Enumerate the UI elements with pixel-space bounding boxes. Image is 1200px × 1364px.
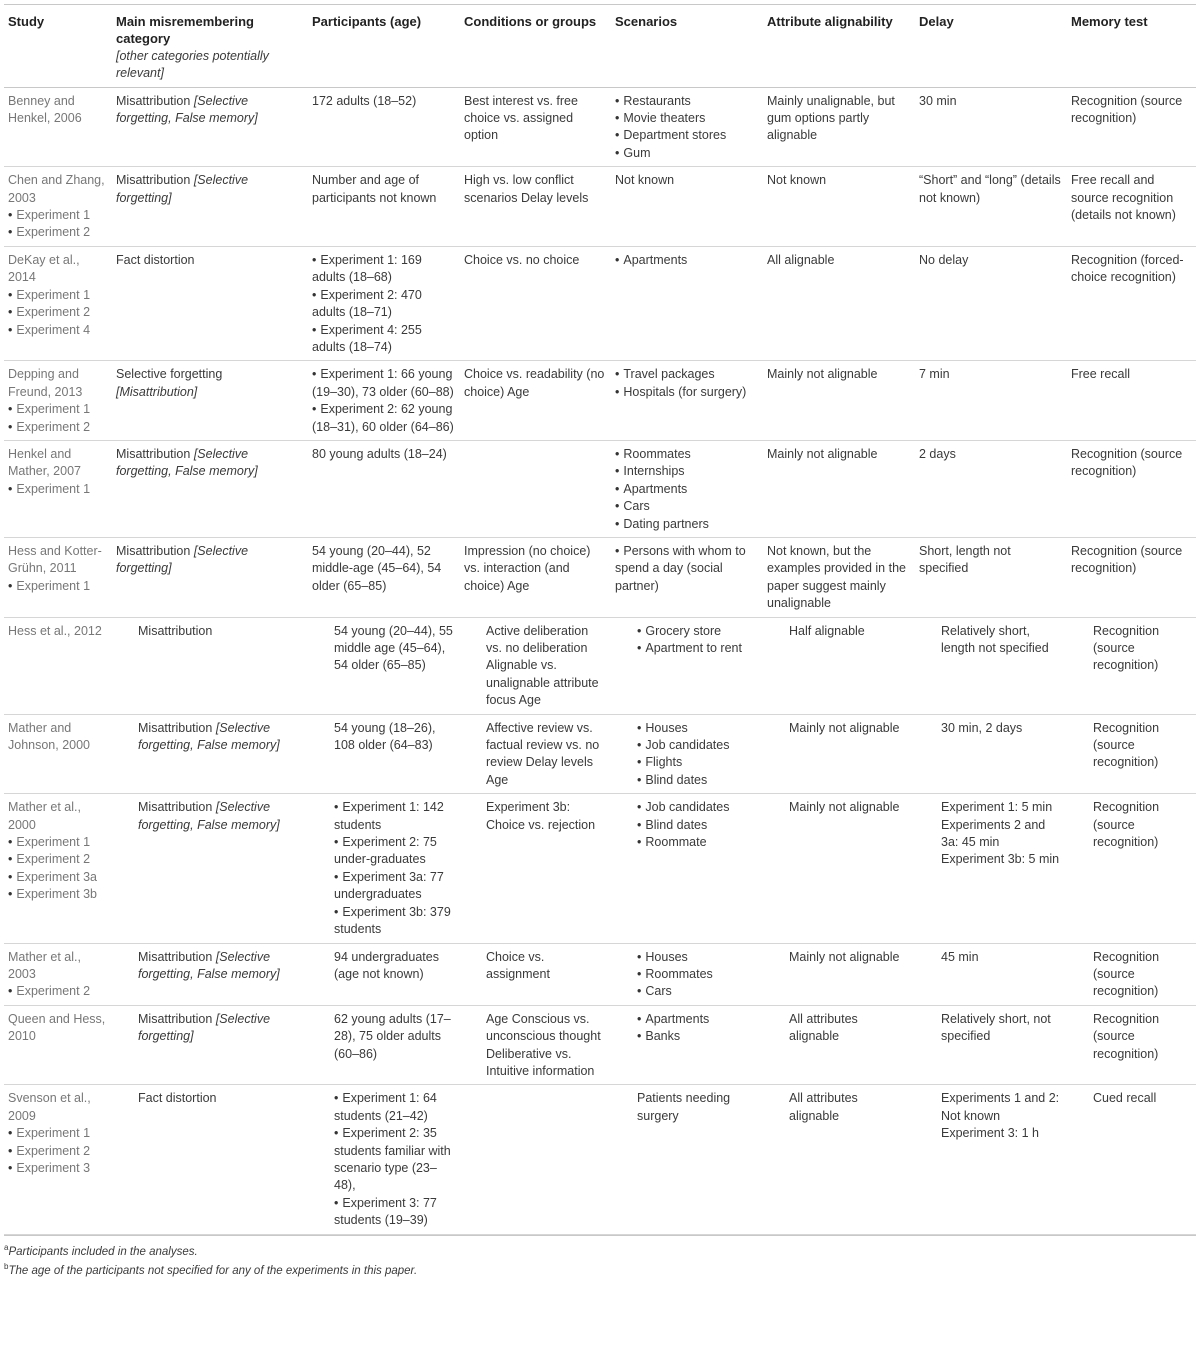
study-name: Svenson et al., 2009 (8, 1091, 91, 1123)
footnote-mark: b (4, 1262, 9, 1272)
scenario-item: • Apartment to rent (637, 640, 759, 657)
category-other: [Selective forgetting, False memory] (116, 446, 258, 479)
participants-item: • Experiment 1: 142 students (334, 799, 456, 834)
conditions-cell (460, 361, 611, 441)
delay-cell (915, 714, 1067, 794)
category-main: Misattribution (116, 543, 191, 558)
category-other: [Selective forgetting, False memory] (138, 720, 280, 753)
memory-test-text: Recognition (source recognition) (1071, 93, 1183, 126)
scenario-item: • Houses (637, 720, 759, 737)
conditions-text: Choice vs. readability (no choice) Age (464, 367, 605, 399)
scenario-item: • Persons with whom to spend a day (social partner) (615, 543, 759, 595)
memory-test-cell (1067, 1005, 1196, 1085)
conditions-text: Active deliberation vs. no deliberation Alignable vs. unalignable attribute focus Age (486, 623, 599, 708)
experiment-item: • Experiment 1 (8, 578, 108, 595)
table-row (4, 361, 1196, 441)
scenario-item: • Travel packages (615, 366, 759, 383)
alignability-cell (763, 1005, 915, 1085)
table-row (4, 167, 1196, 247)
footnote-text: The age of the participants not specified for any of the experiments in this paper. (8, 1265, 418, 1278)
participants-cell (308, 440, 460, 537)
study-name: Hess and Kotter-Grühn, 2011 (8, 543, 102, 576)
table-row (4, 1005, 1196, 1085)
study-cell (4, 1085, 112, 1234)
alignability-text: All attributes alignable (789, 1091, 858, 1123)
category-main: Misattribution (138, 949, 213, 964)
experiment-item: • Experiment 1 (8, 481, 108, 498)
scenarios-text: Not known (615, 173, 675, 188)
category-other: [Selective forgetting, False memory] (138, 949, 280, 981)
category-main: Selective forgetting (116, 367, 223, 382)
alignability-cell (763, 87, 915, 167)
conditions-text: Experiment 3b: Choice vs. rejection (486, 800, 596, 832)
delay-cell (915, 1085, 1067, 1234)
column-header-label: Study (8, 14, 45, 29)
conditions-cell (460, 167, 611, 247)
study-cell (4, 1005, 112, 1085)
memory-test-text: Recognition (source recognition) (1093, 720, 1160, 770)
category-cell (112, 714, 308, 794)
delay-cell (915, 943, 1067, 1005)
memory-test-text: Recognition (source recognition) (1071, 446, 1183, 479)
footnote (4, 1259, 1196, 1279)
delay-text: Relatively short, length not specified (941, 623, 1049, 655)
conditions-text: Choice vs. assignment (486, 949, 550, 981)
participants-text: 172 adults (18–52) (312, 93, 417, 108)
scenario-item: • Roommates (637, 966, 759, 983)
participants-cell (308, 167, 460, 247)
delay-text: 30 min (919, 93, 957, 108)
delay-cell (915, 246, 1067, 360)
memory-test-text: Recognition (source recognition) (1071, 543, 1183, 576)
category-cell (112, 1085, 308, 1234)
memory-test-cell (1067, 943, 1196, 1005)
delay-text: 2 days (919, 446, 956, 461)
scenario-item: • Department stores (615, 127, 759, 144)
alignability-text: All attributes alignable (789, 1011, 858, 1044)
alignability-text: Not known (767, 173, 827, 188)
table-row (4, 714, 1196, 794)
alignability-cell (763, 943, 915, 1005)
conditions-text: Choice vs. no choice (464, 252, 580, 267)
study-cell (4, 943, 112, 1005)
conditions-text: Best interest vs. free choice vs. assigned option (464, 93, 578, 143)
experiment-item: • Experiment 1 (8, 287, 108, 304)
scenario-item: • Grocery store (637, 623, 759, 640)
memory-test-text: Recognition (source recognition) (1093, 800, 1160, 850)
conditions-text: Age Conscious vs. unconscious thought Deliberative vs. Intuitive information (486, 1011, 601, 1078)
memory-test-text: Recognition (source recognition) (1093, 623, 1160, 673)
alignability-text: Mainly not alignable (789, 949, 900, 964)
category-main: Misattribution (116, 446, 191, 461)
scenario-item: • Dating partners (615, 516, 759, 533)
category-other: [Selective forgetting, False memory] (138, 800, 280, 832)
participants-item: • Experiment 4: 255 adults (18–74) (312, 322, 456, 357)
scenario-item: • Job candidates (637, 799, 759, 816)
scenarios-text: Patients needing surgery (637, 1091, 731, 1123)
scenario-item: • Apartments (637, 1011, 759, 1028)
column-header (308, 5, 460, 88)
alignability-cell (763, 794, 915, 943)
column-header (763, 5, 915, 88)
delay-cell (915, 87, 1067, 167)
category-other: [Selective forgetting] (138, 1011, 271, 1044)
table-row (4, 537, 1196, 617)
participants-text: 94 undergraduates (age not known) (334, 949, 439, 981)
category-main: Misattribution (138, 1011, 213, 1026)
study-cell (4, 361, 112, 441)
delay-text: Experiment 1: 5 min Experiments 2 and 3a: 45 min Experiment 3b: 5 min (941, 800, 1060, 867)
study-name: Henkel and Mather, 2007 (8, 446, 81, 479)
alignability-cell (763, 246, 915, 360)
experiment-item: • Experiment 3 (8, 1160, 108, 1177)
category-main: Misattribution (116, 173, 191, 188)
scenario-item: • Cars (637, 983, 759, 1000)
category-cell (112, 167, 308, 247)
delay-text: No delay (919, 252, 969, 267)
scenario-item: • Houses (637, 949, 759, 966)
category-cell (112, 87, 308, 167)
scenarios-cell (611, 167, 763, 247)
category-cell (112, 1005, 308, 1085)
scenario-item: • Roommates (615, 446, 759, 463)
delay-cell (915, 1005, 1067, 1085)
conditions-cell (460, 1085, 611, 1234)
experiment-item: • Experiment 4 (8, 322, 108, 339)
conditions-cell (460, 943, 611, 1005)
column-header-label: Memory test (1071, 14, 1148, 29)
delay-text: Relatively short, not specified (941, 1011, 1051, 1044)
column-header-label: Scenarios (615, 14, 678, 29)
category-main: Misattribution (116, 93, 191, 108)
column-header (112, 5, 308, 88)
scenarios-cell (611, 87, 763, 167)
memory-test-text: Free recall (1071, 367, 1131, 382)
memory-test-cell (1067, 714, 1196, 794)
participants-item: • Experiment 1: 66 young (19–30), 73 older (60–88) (312, 366, 456, 401)
conditions-cell (460, 537, 611, 617)
scenarios-cell (611, 361, 763, 441)
study-name: Queen and Hess, 2010 (8, 1011, 106, 1044)
participants-cell (308, 537, 460, 617)
delay-text: 30 min, 2 days (941, 720, 1023, 735)
scenarios-cell (611, 714, 763, 794)
participants-text: 80 young adults (18–24) (312, 446, 447, 461)
category-cell (112, 440, 308, 537)
scenarios-cell (611, 1085, 763, 1234)
participants-cell (308, 246, 460, 360)
scenario-item: • Apartments (615, 481, 759, 498)
delay-cell (915, 167, 1067, 247)
category-cell (112, 943, 308, 1005)
memory-test-cell (1067, 537, 1196, 617)
memory-test-text: Recognition (forced-choice recognition) (1071, 252, 1184, 285)
column-header-label: Main misremembering category (116, 14, 254, 47)
study-cell (4, 714, 112, 794)
table-row (4, 794, 1196, 943)
column-header-label: Attribute alignability (767, 14, 893, 29)
conditions-cell (460, 1005, 611, 1085)
table-header-row (4, 5, 1196, 88)
participants-cell (308, 714, 460, 794)
participants-item: • Experiment 3a: 77 undergraduates (334, 869, 456, 904)
memory-test-cell (1067, 361, 1196, 441)
experiment-item: • Experiment 2 (8, 419, 108, 436)
memory-test-cell (1067, 87, 1196, 167)
participants-text: 62 young adults (17–28), 75 older adults (60–86) (334, 1011, 451, 1061)
memory-test-text: Recognition (source recognition) (1093, 949, 1160, 999)
conditions-cell (460, 794, 611, 943)
participants-cell (308, 617, 460, 714)
table-row (4, 943, 1196, 1005)
delay-cell (915, 794, 1067, 943)
scenarios-cell (611, 246, 763, 360)
participants-cell (308, 1085, 460, 1234)
participants-item: • Experiment 1: 64 students (21–42) (334, 1090, 456, 1125)
participants-text: 54 young (20–44), 55 middle age (45–64), 54 older (65–85) (334, 623, 453, 673)
study-name: Hess et al., 2012 (8, 623, 102, 638)
alignability-text: Not known, but the examples provided in the paper suggest mainly unalignable (767, 543, 906, 611)
delay-text: 7 min (919, 367, 950, 382)
scenario-item: • Roommate (637, 834, 759, 851)
experiment-item: • Experiment 1 (8, 1125, 108, 1142)
alignability-text: Mainly unalignable, but gum options partly alignable (767, 93, 895, 143)
participants-item: • Experiment 3: 77 students (19–39) (334, 1195, 456, 1230)
study-name: Chen and Zhang, 2003 (8, 173, 105, 205)
alignability-cell (763, 617, 915, 714)
scenario-item: • Blind dates (637, 817, 759, 834)
participants-item: • Experiment 3b: 379 students (334, 904, 456, 939)
participants-item: • Experiment 2: 470 adults (18–71) (312, 287, 456, 322)
scenario-item: • Job candidates (637, 737, 759, 754)
column-header-label: Participants (age) (312, 14, 422, 29)
alignability-cell (763, 537, 915, 617)
study-cell (4, 246, 112, 360)
experiment-item: • Experiment 2 (8, 983, 108, 1000)
delay-text: “Short” and “long” (details not known) (919, 173, 1061, 205)
alignability-cell (763, 1085, 915, 1234)
category-main: Misattribution (138, 720, 213, 735)
scenarios-cell (611, 794, 763, 943)
scenario-item: • Blind dates (637, 772, 759, 789)
category-main: Fact distortion (116, 252, 195, 267)
table-body (4, 87, 1196, 1234)
participants-cell (308, 794, 460, 943)
column-header-label: Conditions or groups (464, 14, 597, 29)
alignability-text: Half alignable (789, 623, 865, 638)
experiment-item: • Experiment 2 (8, 1143, 108, 1160)
alignability-cell (763, 361, 915, 441)
participants-cell (308, 87, 460, 167)
column-header (4, 5, 112, 88)
delay-text: Experiments 1 and 2: Not known Experiment 3: 1 h (941, 1091, 1060, 1141)
footnote-mark: a (4, 1242, 9, 1252)
table-row (4, 87, 1196, 167)
study-cell (4, 167, 112, 247)
participants-cell (308, 1005, 460, 1085)
memory-test-cell (1067, 794, 1196, 943)
memory-test-cell (1067, 246, 1196, 360)
memory-test-text: Recognition (source recognition) (1093, 1011, 1160, 1061)
conditions-cell (460, 246, 611, 360)
experiment-item: • Experiment 2 (8, 851, 108, 868)
table-row (4, 440, 1196, 537)
conditions-text: Impression (no choice) vs. interaction (and choice) Age (464, 543, 591, 593)
footnote (4, 1240, 1196, 1260)
category-other: [Selective forgetting] (116, 173, 249, 205)
experiment-item: • Experiment 3b (8, 886, 108, 903)
conditions-cell (460, 440, 611, 537)
conditions-text: Affective review vs. factual review vs. no review Delay levels Age (486, 720, 600, 787)
delay-cell (915, 617, 1067, 714)
participants-text: 54 young (18–26), 108 older (64–83) (334, 720, 436, 753)
study-name: Benney and Henkel, 2006 (8, 93, 82, 126)
participants-text: Number and age of participants not known (312, 173, 437, 205)
experiment-item: • Experiment 1 (8, 207, 108, 224)
delay-cell (915, 361, 1067, 441)
column-header-label: Delay (919, 14, 954, 29)
participants-item: • Experiment 2: 75 under-graduates (334, 834, 456, 869)
scenarios-cell (611, 537, 763, 617)
conditions-cell (460, 617, 611, 714)
category-main: Misattribution (138, 800, 213, 815)
scenario-item: • Hospitals (for surgery) (615, 384, 759, 401)
memory-test-cell (1067, 167, 1196, 247)
conditions-cell (460, 714, 611, 794)
participants-item: • Experiment 1: 169 adults (18–68) (312, 252, 456, 287)
memory-test-text: Free recall and source recognition (details not known) (1071, 173, 1176, 223)
alignability-text: Mainly not alignable (789, 800, 900, 815)
column-header (460, 5, 611, 88)
column-header (915, 5, 1067, 88)
experiment-item: • Experiment 1 (8, 401, 108, 418)
category-cell (112, 361, 308, 441)
alignability-text: Mainly not alignable (767, 367, 878, 382)
alignability-cell (763, 167, 915, 247)
category-main: Fact distortion (138, 1091, 217, 1106)
participants-cell (308, 361, 460, 441)
study-name: Depping and Freund, 2013 (8, 367, 83, 399)
memory-test-cell (1067, 1085, 1196, 1234)
participants-cell (308, 943, 460, 1005)
scenario-item: • Apartments (615, 252, 759, 269)
experiment-item: • Experiment 2 (8, 224, 108, 241)
experiment-item: • Experiment 2 (8, 304, 108, 321)
scenario-item: • Banks (637, 1028, 759, 1045)
scenario-item: • Flights (637, 754, 759, 771)
participants-item: • Experiment 2: 35 students familiar with scenario type (23–48), (334, 1125, 456, 1195)
category-main: Misattribution (138, 623, 213, 638)
category-other: [Selective forgetting, False memory] (116, 93, 258, 126)
scenario-item: • Cars (615, 498, 759, 515)
scenarios-cell (611, 440, 763, 537)
scenarios-cell (611, 1005, 763, 1085)
category-cell (112, 246, 308, 360)
memory-test-text: Cued recall (1093, 1091, 1157, 1106)
study-cell (4, 794, 112, 943)
column-header-note: [other categories potentially relevant] (116, 48, 269, 81)
participants-item: • Experiment 2: 62 young (18–31), 60 older (64–86) (312, 401, 456, 436)
category-other: [Misattribution] (116, 384, 198, 399)
delay-text: 45 min (941, 949, 979, 964)
study-name: Mather and Johnson, 2000 (8, 720, 91, 753)
study-cell (4, 617, 112, 714)
scenario-item: • Internships (615, 463, 759, 480)
study-cell (4, 440, 112, 537)
delay-text: Short, length not specified (919, 543, 1011, 576)
category-other: [Selective forgetting] (116, 543, 249, 576)
alignability-cell (763, 440, 915, 537)
scenario-item: • Gum (615, 145, 759, 162)
study-name: Mather et al., 2000 (8, 800, 81, 832)
study-name: Mather et al., 2003 (8, 949, 81, 981)
alignability-text: Mainly not alignable (789, 720, 900, 735)
alignability-text: All alignable (767, 252, 835, 267)
conditions-text: High vs. low conflict scenarios Delay levels (464, 173, 589, 205)
footnotes (4, 1235, 1196, 1280)
scenario-item: • Movie theaters (615, 110, 759, 127)
memory-test-cell (1067, 617, 1196, 714)
column-header (1067, 5, 1196, 88)
study-cell (4, 87, 112, 167)
delay-cell (915, 440, 1067, 537)
studies-table (4, 4, 1196, 1235)
category-cell (112, 794, 308, 943)
scenario-item: • Restaurants (615, 93, 759, 110)
study-cell (4, 537, 112, 617)
study-name: DeKay et al., 2014 (8, 252, 80, 285)
scenarios-cell (611, 943, 763, 1005)
alignability-text: Mainly not alignable (767, 446, 878, 461)
table-row (4, 617, 1196, 714)
column-header (611, 5, 763, 88)
category-cell (112, 537, 308, 617)
experiment-item: • Experiment 1 (8, 834, 108, 851)
scenarios-cell (611, 617, 763, 714)
alignability-cell (763, 714, 915, 794)
delay-cell (915, 537, 1067, 617)
experiment-item: • Experiment 3a (8, 869, 108, 886)
table-row (4, 246, 1196, 360)
participants-text: 54 young (20–44), 52 middle-age (45–64), 54 older (65–85) (312, 543, 442, 593)
table-row (4, 1085, 1196, 1234)
memory-test-cell (1067, 440, 1196, 537)
conditions-cell (460, 87, 611, 167)
category-cell (112, 617, 308, 714)
footnote-text: Participants included in the analyses. (8, 1245, 198, 1258)
